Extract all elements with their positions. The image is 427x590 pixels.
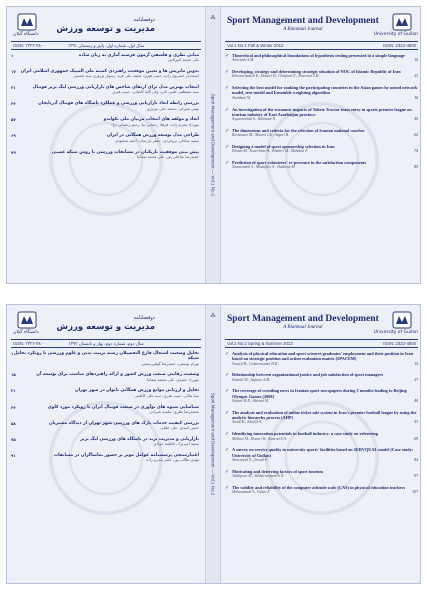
- toc-item-page: 74: [414, 149, 418, 154]
- toc-item-page: ۹۱: [11, 452, 16, 458]
- toc-item: [225, 53, 418, 63]
- toc-item-authors: 84 Amirnejad S., Javadi F.: [232, 457, 418, 462]
- toc-item-authors: 107 Mohammadi S., Vafaei F.: [232, 490, 418, 495]
- journal-subtitle-en: A Biannual Journal: [283, 325, 323, 330]
- journal-title-fa: [56, 17, 155, 34]
- journal-subtitle-fa: دوفصلنامه: [133, 17, 155, 23]
- toc-item-page: 97: [414, 474, 418, 479]
- issn: ISSN: 2322-4800: [383, 341, 416, 346]
- toc-item: [11, 453, 201, 463]
- checkmark-icon: ✓: [225, 53, 230, 59]
- toc-item: [11, 101, 201, 111]
- toc-item-page: ۷۹: [11, 149, 16, 155]
- toc-item-authors: 62 Keshavarz M., Mosavi Gh., Asgari B.: [232, 133, 418, 138]
- issn: ISSN: ۲۳۲۲-۴۸۰۰: [13, 341, 46, 346]
- checkmark-icon: ✓: [225, 372, 230, 379]
- checkmark-icon: ✓: [225, 431, 230, 438]
- toc-item-authors: محمدرضا نظری، ملیحه شیرانی: [149, 408, 199, 414]
- toc-item-title: ۱۵ وضعیت رقابتی صنعت ورزش کشور و ارائه راهبردهای مناسب برای توسعه آن: [11, 372, 199, 378]
- toc-item-title: ۴۳ بررسی رابطه ابعاد بازاریابی ورزشی و عملکرد باشگاه های فوتبال آذربایجان: [11, 101, 199, 107]
- toc-item-title: Theoretical and philosophical foundations of hypothesis testing presented in a simple language: [232, 53, 405, 58]
- university-logo-icon: [392, 311, 412, 329]
- issue-bar: [225, 339, 418, 348]
- toc-item: [11, 117, 201, 127]
- toc-item-authors: سید مصطفی طیبی ثانی، ولی الله کاشانی، حبیب هنری: [112, 89, 199, 95]
- toc-item-page: 15: [414, 361, 418, 366]
- issue-info: Vol.2 No.2 Spring & Summer 2013: [227, 341, 293, 346]
- toc-item: [11, 85, 201, 95]
- toc-item: [11, 388, 201, 398]
- toc-item-title: Identifying innovation potentials in football industry: a case study on refereeing: [232, 431, 378, 437]
- journal-name-en: Sport Management and Development: [227, 314, 379, 324]
- checkmark-icon: ✓: [225, 447, 230, 454]
- toc-item-title: A survey on service quality in university sports' facilities based on SERVQUAL model (Case study: University of Guilan): [232, 447, 414, 458]
- toc-item-authors: سعید امیرنژاد، فاطمه جوادی: [153, 441, 199, 447]
- issue-bar: [11, 41, 201, 50]
- table-of-contents: [11, 351, 201, 577]
- toc-item-authors: 50 Asgarnezhad A., Rahmani N.: [232, 117, 418, 122]
- toc-item-authors: مهدی طالب پور، ناصر محرم زاده: [146, 457, 199, 463]
- toc-item-title: The analysis and evaluation of online ticket sale system in Iran's premier football league by using the analytic hierarchy process (AHP): [232, 409, 417, 421]
- toc-item-page: 53: [414, 420, 418, 425]
- toc-item: [225, 69, 418, 79]
- university-logo-icon: [392, 13, 412, 31]
- toc-item-authors: سعید صادقی بروجردی، جعفر زارعیان، احمد محمودی: [114, 137, 199, 143]
- table-of-contents: [11, 53, 201, 277]
- toc-item-page: 36: [414, 95, 418, 100]
- toc-item-title: ۱ تحلیل وضعیت اشتغال فارغ التحصیلان رشته تربیت بدنی و علوم ورزشی با رویکرد تحلیل شبکه: [11, 351, 199, 362]
- toc-item-authors: مینا ملائی، حبیب هنری، سید علی کاظمی: [134, 392, 199, 398]
- toc-item-page: 107: [412, 490, 418, 495]
- checkmark-icon: ✓: [225, 106, 230, 113]
- journal-name-en: Sport Management and Development: [227, 16, 379, 26]
- checkmark-icon: ✓: [225, 484, 230, 491]
- cover-spine: [205, 7, 221, 283]
- toc-item-page: ۵۸: [11, 420, 16, 426]
- toc-item-authors: اسفندیار خسروی زاده، حبیب هنری، محمد علی قره، رسول نوروزی سید حسینی: [72, 73, 199, 79]
- toc-item-page: ۳۱: [11, 85, 16, 91]
- toc-item-page: ۳۱: [11, 388, 16, 394]
- toc-item-page: ۱: [11, 53, 14, 58]
- toc-item-authors: 40 Nazari M.R., Shirani M.: [232, 399, 418, 404]
- toc-item-page: ۵۷: [11, 117, 16, 123]
- journal-name-fa: مدیریت و توسعه ورزش: [56, 322, 155, 332]
- issue-info: Vol.1 No.1 Fall & Winter 2012: [227, 43, 284, 48]
- toc-item-title: ۱ مبانی نظری و فلسفی آزمون فرضیه آماری به زبان ساده: [11, 53, 199, 58]
- toc-item-page: 27: [414, 377, 418, 382]
- toc-item: [225, 372, 418, 382]
- toc-item: [225, 107, 418, 122]
- toc-item: [11, 150, 201, 160]
- university-logo-icon: [17, 311, 37, 329]
- issue-info: سال اول، شماره اول، پاییز و زمستان ۱۳۹۱: [67, 43, 145, 48]
- toc-item-page: 50: [414, 117, 418, 122]
- toc-item-authors: علی محمد امیرتاش: [168, 57, 199, 63]
- toc-item-title: ۳۱ انتخاب بهترین مدل برای ارتقای شاخص های بازاریابی ورزشی لیگ برتر فوتبال: [11, 85, 199, 91]
- toc-item-title: ۵۸ بررسی کیفیت خدمات پارک های ورزشی شهر تهران از دیدگاه مشتریان: [11, 420, 199, 426]
- journal-title-en: [227, 314, 379, 330]
- university-logo-icon: [17, 13, 37, 31]
- checkmark-icon: ✓: [225, 409, 230, 416]
- toc-item-authors: 23 Khosravizadeh E., Honari H., Ghafouri F., Nouroozi S.H.: [232, 74, 418, 79]
- university-name: دانشگاه گیلان: [13, 32, 39, 37]
- toc-item-authors: 15 Yousefi B., Goharrostami H.R.: [232, 361, 418, 366]
- cover-spine: [205, 305, 221, 583]
- toc-item: [11, 351, 201, 366]
- issn: ISSN: 2322-4800: [383, 43, 416, 48]
- persian-cover-half: [7, 7, 205, 283]
- toc-item-title: Analysis of physical education and sport sciences graduates' employment and their position in Iran based on strategic position and action evaluation matrix (SPACEM): [232, 351, 414, 362]
- toc-item-title: Selecting the best model for ranking the participating countries in the Asian games by mixed network model, tree model and Ensemble weighting algorithm: [232, 85, 418, 96]
- toc-item-title: ۶۹ طراحی مدل توسعه ورزش همگانی در ایران: [11, 133, 199, 139]
- toc-item-title: An investigation of the economic impacts of Tabriz Tractor team entry in sports premier league on tourism industry of East Azarbaijan province: [232, 106, 412, 117]
- toc-item-page: 69: [414, 436, 418, 441]
- english-cover-half: [221, 305, 421, 583]
- persian-cover-half: [7, 305, 205, 583]
- spine-mark: ⁂: [210, 15, 216, 21]
- table-of-contents: [225, 351, 418, 577]
- toc-item-page: ۱۷: [11, 69, 16, 75]
- toc-item-authors: 97 Talebpour M., Moharramzadeh N.: [232, 474, 418, 479]
- toc-item-title: The coverage of wrestling news in Iranian sport newspapers during 3 months leading to Beijing Olympic Games (2008): [232, 388, 407, 399]
- toc-item-page: 23: [414, 74, 418, 79]
- toc-item-page: ۴۳: [11, 101, 16, 107]
- toc-item-page: ۶۹: [11, 133, 16, 139]
- toc-item: [225, 447, 418, 462]
- toc-item-title: Developing, strategy and determining strategic situation of NOC of Islamic Republic of Iran: [232, 69, 401, 75]
- issue-info: سال دوم، شماره دوم، بهار و تابستان ۱۳۹۲: [68, 341, 144, 346]
- checkmark-icon: ✓: [225, 351, 230, 357]
- toc-item-page: 40: [414, 399, 418, 404]
- journal-title-en: [227, 16, 379, 32]
- toc-item: [225, 469, 418, 479]
- toc-item: [225, 431, 418, 441]
- toc-item: [225, 485, 418, 495]
- toc-item-page: ۷۵: [11, 436, 16, 442]
- journal-subtitle-fa: دوفصلنامه: [133, 315, 155, 321]
- toc-item-authors: 74 Ehsani M., Kozechian H., Khabiri M., Mahdavi F.: [232, 149, 418, 154]
- toc-item-title: Motivating and deterring factors of sport tourism: [232, 468, 323, 474]
- toc-item-title: Prediction of sport volunteers' re-presence in the satisfaction components: [232, 160, 367, 166]
- university-name: University of Guilan: [373, 330, 418, 335]
- checkmark-icon: ✓: [225, 468, 230, 475]
- toc-item-title: ۵۷ ابعاد و مولفه های انتخاب مربیان ملی تکواندو: [11, 117, 199, 123]
- toc-item-authors: 36 Shahbazi M.: [232, 95, 418, 100]
- toc-item-authors: 10 Amirtash A.M.: [232, 58, 418, 63]
- journal-cover-1: [6, 6, 421, 284]
- issue-bar: [11, 339, 201, 348]
- university-name: University of Guilan: [373, 32, 418, 37]
- toc-item-page: ۱: [11, 351, 14, 356]
- university-name: دانشگاه گیلان: [13, 330, 39, 335]
- toc-item: [11, 69, 201, 79]
- journal-subtitle-en: A Biannual Journal: [283, 27, 323, 32]
- toc-item-authors: حمیدرضا صادقی پور، علی محمد صفانیا: [136, 153, 199, 159]
- toc-item-authors: بهرام یوسفی، حمیدرضا گوهررستمی: [141, 360, 199, 366]
- journal-cover-2: [6, 304, 421, 584]
- toc-item-title: Designing a model of sport sponsorship selection in Iran: [232, 144, 335, 150]
- toc-item-title: ۳۱ تحلیل و ارزیابی موانع ورزش همگانی بانوان در شهر تهران: [11, 388, 199, 394]
- toc-item-title: Relationship between organizational justice and job satisfaction of sport managers: [232, 372, 383, 378]
- toc-item: [225, 410, 418, 425]
- toc-item-page: ۱۵: [11, 372, 16, 378]
- toc-item-authors: مهرزاد حمیدی، علی محمد صفانیا: [146, 376, 199, 382]
- toc-item-page: 62: [414, 133, 418, 138]
- issue-bar: [225, 41, 418, 50]
- toc-item-page: 10: [414, 58, 418, 63]
- toc-item: [225, 85, 418, 100]
- checkmark-icon: ✓: [225, 388, 230, 395]
- table-of-contents: [225, 53, 418, 277]
- checkmark-icon: ✓: [225, 69, 230, 76]
- toc-item-authors: مهرداد محرم زاده، فرهاد رحمانی نیا، رحیم رمضانی نژاد: [110, 121, 199, 127]
- toc-item-authors: 85 Nazarzadeh S., Mostafavi A., Hashemi M.: [232, 165, 418, 170]
- toc-item: [225, 351, 418, 366]
- english-cover-half: [221, 7, 421, 283]
- toc-item: [11, 53, 201, 63]
- spine-text: Sport Management and Development — Vol.1 No.1: [210, 93, 216, 197]
- toc-item-authors: 27 Hamidi M., Safania A.M.: [232, 377, 418, 382]
- checkmark-icon: ✓: [225, 127, 230, 134]
- toc-item: [11, 372, 201, 382]
- toc-item-authors: 53 Asadi H., Khalili A.: [232, 420, 418, 425]
- issn: ISSN: ۲۳۲۲-۴۸۰۰: [13, 43, 46, 48]
- toc-item-title: ۹۱ اعتبارسنجی پرسشنامه عوامل موثر بر حضور تماشاگران در مسابقات: [11, 452, 199, 458]
- toc-item-title: ۱۷ تدوین ماتریس ها و تعیین موقعیت راهبردی کمیته ملی المپیک جمهوری اسلامی ایران: [11, 69, 199, 75]
- toc-item: [11, 133, 201, 143]
- checkmark-icon: ✓: [225, 85, 230, 92]
- toc-item: [225, 388, 418, 403]
- toc-item-page: 85: [414, 165, 418, 170]
- toc-item: [11, 421, 201, 431]
- toc-item-authors: بهمن شیرانی، محمد علی نوروزی: [146, 105, 199, 111]
- toc-item: [225, 128, 418, 138]
- toc-item-title: ۷۵ بازاریابی و مدیریت برند در باشگاه های ورزشی لیگ برتر: [11, 436, 199, 442]
- toc-item: [225, 160, 418, 170]
- journal-title-fa: [56, 315, 155, 332]
- checkmark-icon: ✓: [225, 160, 230, 167]
- checkmark-icon: ✓: [225, 144, 230, 151]
- toc-item-title: The dimensions and criteria for the selection of Iranian national coaches: [232, 127, 365, 133]
- toc-item: [225, 144, 418, 154]
- toc-item-authors: 69 Mollaei M., Honari H., Kazemi S.A.: [232, 436, 418, 441]
- toc-item-title: ۷۹ پیش بینی موفقیت بازیکنان در مسابقات ورزشی با روش شبکه عصبی: [11, 149, 199, 155]
- journal-name-fa: مدیریت و توسعه ورزش: [56, 24, 155, 34]
- toc-item-page: ۴۳: [11, 404, 16, 410]
- toc-item: [11, 405, 201, 415]
- spine-text: Sport Management and Development — Vol.1 No.2: [210, 392, 216, 496]
- toc-item-page: 84: [414, 457, 418, 462]
- toc-item-authors: حسن اسدی، علی خلیلی: [160, 424, 199, 430]
- toc-item: [11, 437, 201, 447]
- toc-item-title: ۴۳ شناسایی شیوه های نوآوری در صنعت فوتبال ایران با رویکرد مورد کاوی: [11, 404, 199, 410]
- spine-mark: ⁂: [210, 313, 216, 319]
- toc-item-title: The validity and reliability of the computer attitude scale (CAS) in physical education teachers: [232, 484, 406, 490]
